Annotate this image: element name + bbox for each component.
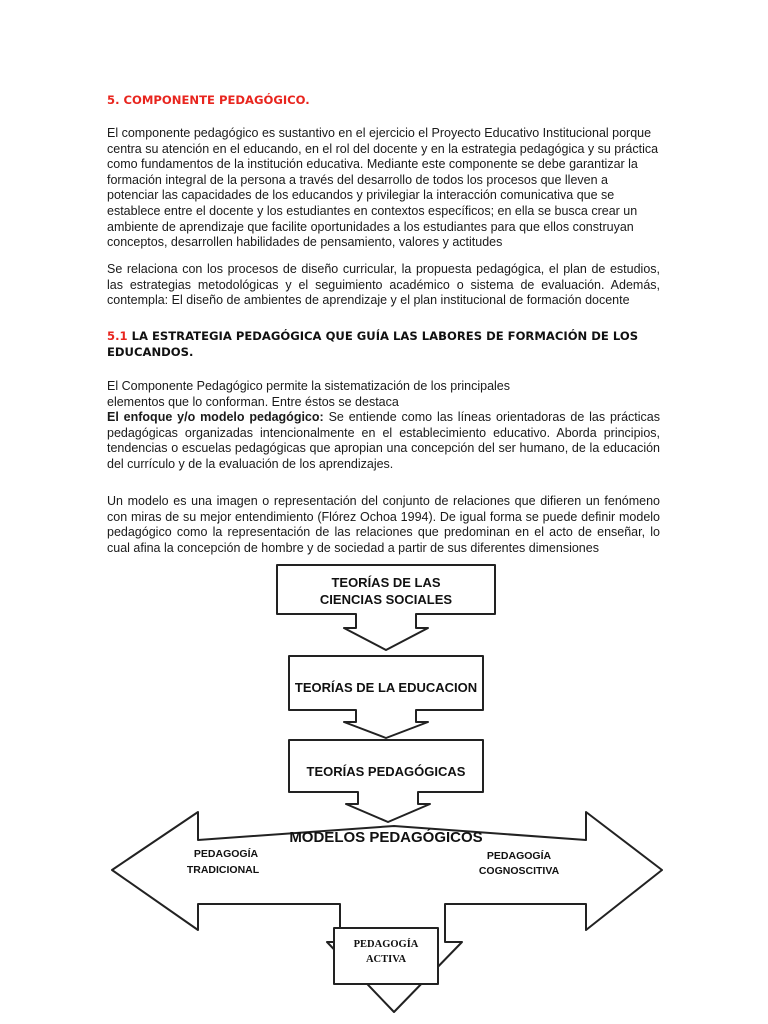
left-label-2: TRADICIONAL <box>186 864 260 876</box>
box-arrow-3 <box>289 740 483 822</box>
paragraph-3: El Componente Pedagógico permite la sistematización de los principales elementos que lo conforman. Entre éstos se destaca <box>107 379 510 409</box>
box3-label: TEORÍAS PEDAGÓGICAS <box>306 764 466 779</box>
subsection-number: 5.1 <box>107 329 128 343</box>
paragraph-1: El componente pedagógico es sustantivo en el ejercicio el Proyecto Educativo Institucional porque centra su atención en el educando, en el rol del docente y en la estrategia pedagógica y su práctica como fundamentos de la institución educativa. Mediante este componente se debe garantizar la formación integral de la persona a través del desarrollo de todos los procesos que lleven a potenciar las capacidades de los educandos y privilegiar la interacción comunicativa que se establece entre el docente y los estudiantes en contextos específicos; en ella se busca crear un ambiente de aprendizaje que facilite oportunidades a los estudiantes para que ellos construyan conceptos, desarrollen habilidades de pensamiento, valores y actitudes <box>107 126 659 250</box>
paragraph-5: Un modelo es una imagen o representación del conjunto de relaciones que difieren un fenómeno con miras de su mejor entendimiento (Flórez Ochoa 1994). De igual forma se puede definir modelo pedagógico como la representación de las relaciones que predominan en el acto de enseñar, lo cual afina la concepción de hombre y de sociedad a partir de sus diferentes dimensiones <box>107 494 660 555</box>
subsection-title: LA ESTRATEGIA PEDAGÓGICA QUE GUÍA LAS LABORES DE FORMACIÓN DE LOS EDUCANDOS. <box>107 329 639 359</box>
box2-label: TEORÍAS DE LA EDUCACION <box>294 680 478 695</box>
section-heading: 5. COMPONENTE PEDAGÓGICO. <box>107 93 310 107</box>
right-label-1: PEDAGOGÍA <box>486 850 552 862</box>
paragraph-4-term: El enfoque y/o modelo pedagógico: <box>107 410 324 424</box>
box1-line1: TEORÍAS DE LAS <box>331 575 441 590</box>
left-label-1: PEDAGOGÍA <box>193 848 259 860</box>
bottom-label-1: PEDAGOGÍA <box>353 939 419 950</box>
models-title: MODELOS PEDAGÓGICOS <box>289 829 483 846</box>
paragraph-2: Se relaciona con los procesos de diseño curricular, la propuesta pedagógica, el plan de estudios, las estrategias metodológicas y el seguimiento académico o sistema de evaluación. Además, contempla: El diseño de ambientes de aprendizaje y el plan institucional de formación docente <box>107 262 660 308</box>
bottom-label-2: ACTIVA <box>365 954 407 965</box>
box-arrow-2 <box>289 656 483 738</box>
right-label-2: COGNOSCITIVA <box>478 865 560 877</box>
box1-line2: CIENCIAS SOCIALES <box>319 592 453 607</box>
paragraph-4-text: Se entiende como las líneas orientadoras de las prácticas pedagógicas organizadas intencionalmente en el establecimiento educativo. Aborda principios, tendencias o escuelas pedagógicas que apropian una concepción del ser humano, de la educación del currículo y de la evaluación de los aprendizajes. <box>107 410 661 471</box>
